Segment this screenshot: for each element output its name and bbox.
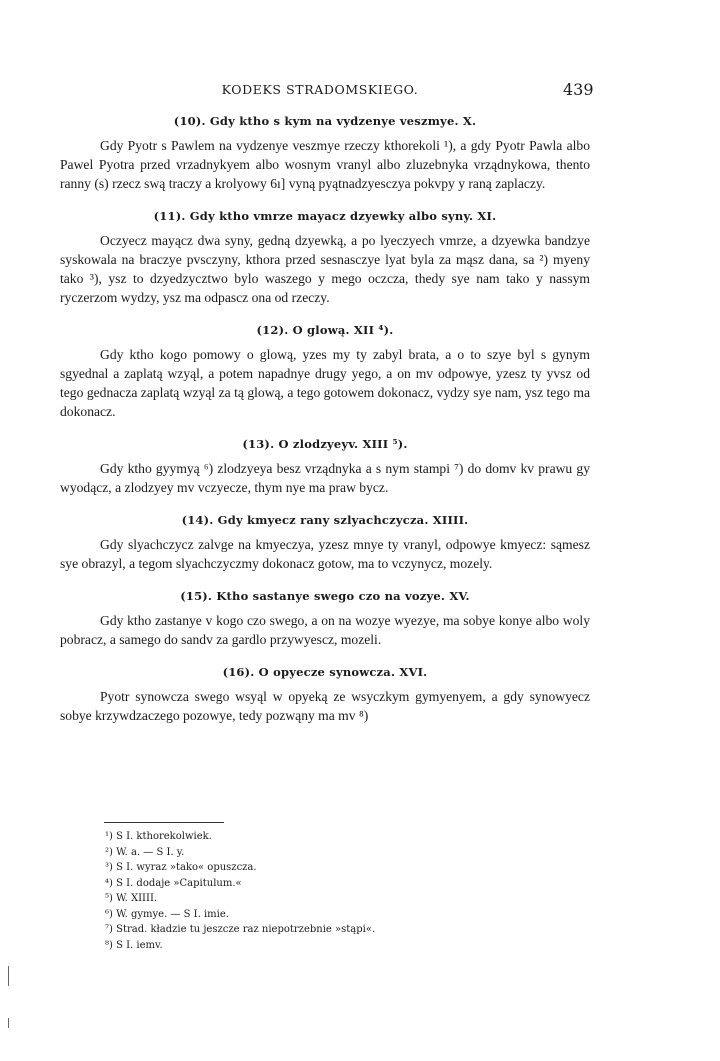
page-number: 439: [563, 80, 594, 99]
footnote: ⁶) W. gymye. — S I. imie.: [105, 908, 229, 920]
section-11: [60, 209, 590, 307]
section-15: [60, 589, 590, 649]
section-heading: (13). O zlodzyeyv. XIII ⁵).: [242, 437, 408, 451]
section-text: Gdy ktho gyymyą ⁶) zlodzyeya besz vrządnyka a s nym stampi ⁷) do domv kv prawu gy wyodącz, a zlodzyey mv vczyecze, thym nye ma praw bycz.: [60, 461, 590, 495]
footnote: ⁷) Strad. kładzie tu jeszcze raz niepotrzebnie »stąpi«.: [105, 924, 376, 935]
footnote: ⁵) W. XIIII.: [105, 893, 158, 904]
section-heading: (11). Gdy ktho vmrze mayacz dzyewky albo syny. XI.: [153, 209, 497, 223]
running-head: KODEKS STRADOMSKIEGO.: [221, 82, 419, 97]
footnote: ⁸) S I. iemv.: [105, 939, 163, 951]
section-text: Gdy ktho kogo pomowy o glową, yzes my ty zabyl brata, a o to szye byl s gynym sgyednal a zaplatą wzyąl, a potem napadnye drugy yego, a on mv odpowye, yzesz ty yvsz od tego gednacza zaplatą wzyąl za tą glową, a tego gotowem dokonacz, vydzy sye nam, ysz tego ma dokonacz.: [60, 347, 590, 419]
footnote: ³) S I. wyraz »tako« opuszcza.: [105, 862, 257, 873]
footnote: ¹) S I. kthorekolwiek.: [105, 831, 212, 842]
section-heading: (10). Gdy ktho s kym na vydzenye veszmye. X.: [173, 114, 477, 128]
section-13: [60, 437, 590, 497]
section-text: Gdy ktho zastanye v kogo czo swego, a on na wozye wyezye, ma sobye konye albo woly pobracz, a samego do sandv za gardlo przywyescz, mozeli.: [60, 613, 590, 647]
section-text: Gdy Pyotr s Pawlem na vydzenye veszmye rzeczy kthorekoli ¹), a gdy Pyotr Pawla albo Pawel Pyotra przed vrzadnykyem albo wosnym vranyl albo zluzebnyka vrządnykowa, thento ranny (s) rzecz swą traczy a krolyowy 6ı] vyną pyątnadzyesczya pokvpy y raną zaplaczy.: [60, 138, 590, 191]
section-text: Pyotr synowcza swego wsyąl w opyeką ze wsyczkym gymyenyem, a gdy synowyecz sobye krzywdzaczego pozowye, tedy pozwąny ma mv ⁸): [60, 689, 590, 723]
footnotes: [60, 822, 590, 953]
section-heading: (16). O opyecze synowcza. XVI.: [222, 665, 428, 679]
section-heading: (15). Ktho sastanye swego czo na vozye. XV.: [180, 589, 470, 603]
section-10: [60, 114, 590, 193]
section-text: Gdy slyachczycz zalvge na kmyeczya, yzesz mnye ty vranyl, odpowye kmyecz: sąmesz sye obrazyl, a tegom slyachczyczmy dokonacz gotow, ma to vczynycz, mozely.: [60, 537, 590, 571]
section-heading: (12). O glową. XII ⁴).: [256, 323, 394, 337]
scan-edge-mark: [8, 1018, 9, 1028]
page-header: [0, 80, 720, 104]
section-14: [60, 513, 590, 573]
footnote: ²) W. a. — S I. y.: [105, 846, 185, 858]
section-12: [60, 323, 590, 421]
scan-edge-mark: [8, 966, 9, 986]
page-body: [60, 114, 590, 741]
section-16: [60, 665, 590, 725]
section-heading: (14). Gdy kmyecz rany szlyachczycza. XIIII.: [181, 513, 469, 527]
footnote: ⁴) S I. dodaje »Capitulum.«: [105, 877, 242, 889]
section-text: Oczyecz mayącz dwa syny, gedną dzyewką, a po lyeczyech vmrze, a dzyewka bandzye syskowala na braczye pvsczyny, kthora przed sesnasczye lyat byla za mąsz dana, sa ²) myeny tako ³), ysz to dzyedzycztwo bylo waszego y mego oczcza, thedy sye nam tako y nassym ryczerzom wydzy, ysz ma odpascz ona od rzeczy.: [60, 233, 590, 305]
footnote-rule: [104, 822, 224, 823]
